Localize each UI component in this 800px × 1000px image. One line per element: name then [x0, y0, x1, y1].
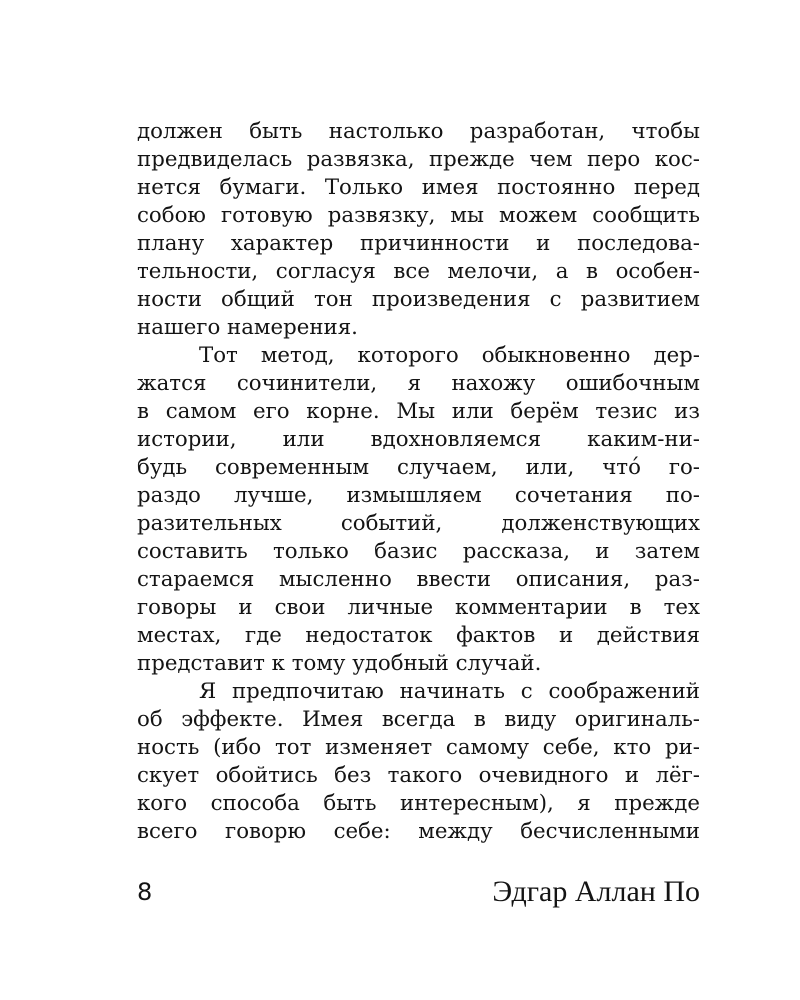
text-line: разительных событий, долженствующих	[137, 511, 700, 536]
text-line: кого способа быть интересным), я прежде	[137, 791, 700, 816]
text-line: стараемся мысленно ввести описания, раз-	[137, 567, 700, 592]
text-line: местах, где недостаток фактов и действия	[137, 623, 700, 648]
text-block	[137, 118, 700, 846]
text-line: говоры и свои личные комментарии в тех	[137, 595, 700, 620]
text-line: раздо лучше, измышляем сочетания по-	[137, 483, 700, 508]
paragraph-3	[137, 678, 700, 846]
text-line: составить только базис рассказа, и затем	[137, 539, 700, 564]
text-line: в самом его корне. Мы или берём тезис из	[137, 399, 700, 424]
text-line: об эффекте. Имея всегда в виду оригиналь-	[137, 707, 700, 732]
page-number: 8	[137, 878, 153, 906]
text-line: истории, или вдохновляемся каким-ни-	[137, 427, 700, 452]
paragraph-2	[137, 342, 700, 678]
text-line: плану характер причинности и последова-	[137, 231, 700, 256]
running-footer-author: Эдгар Аллан По	[492, 875, 700, 908]
text-line: всего говорю себе: между бесчисленными	[137, 819, 700, 844]
text-line: нашего намерения.	[137, 315, 358, 340]
text-line: Тот метод, которого обыкновенно дер-	[199, 343, 700, 368]
text-line: ность (ибо тот изменяет самому себе, кто ри-	[137, 735, 700, 760]
text-line: Я предпочитаю начинать с соображений	[199, 679, 700, 704]
text-line: скует обойтись без такого очевидного и лёг-	[137, 763, 700, 788]
text-line: будь современным случаем, или, что́ го-	[137, 455, 700, 480]
text-line: представит к тому удобный случай.	[137, 651, 542, 676]
text-line: должен быть настолько разработан, чтобы	[137, 119, 700, 144]
text-line: предвиделась развязка, прежде чем перо кос-	[137, 147, 700, 172]
text-line: собою готовую развязку, мы можем сообщить	[137, 203, 700, 228]
text-line: нется бумаги. Только имея постоянно перед	[137, 175, 700, 200]
text-line: тельности, согласуя все мелочи, а в особен-	[137, 259, 700, 284]
text-line: ности общий тон произведения с развитием	[137, 287, 700, 312]
paragraph-1	[137, 118, 700, 342]
text-line: жатся сочинители, я нахожу ошибочным	[137, 371, 700, 396]
